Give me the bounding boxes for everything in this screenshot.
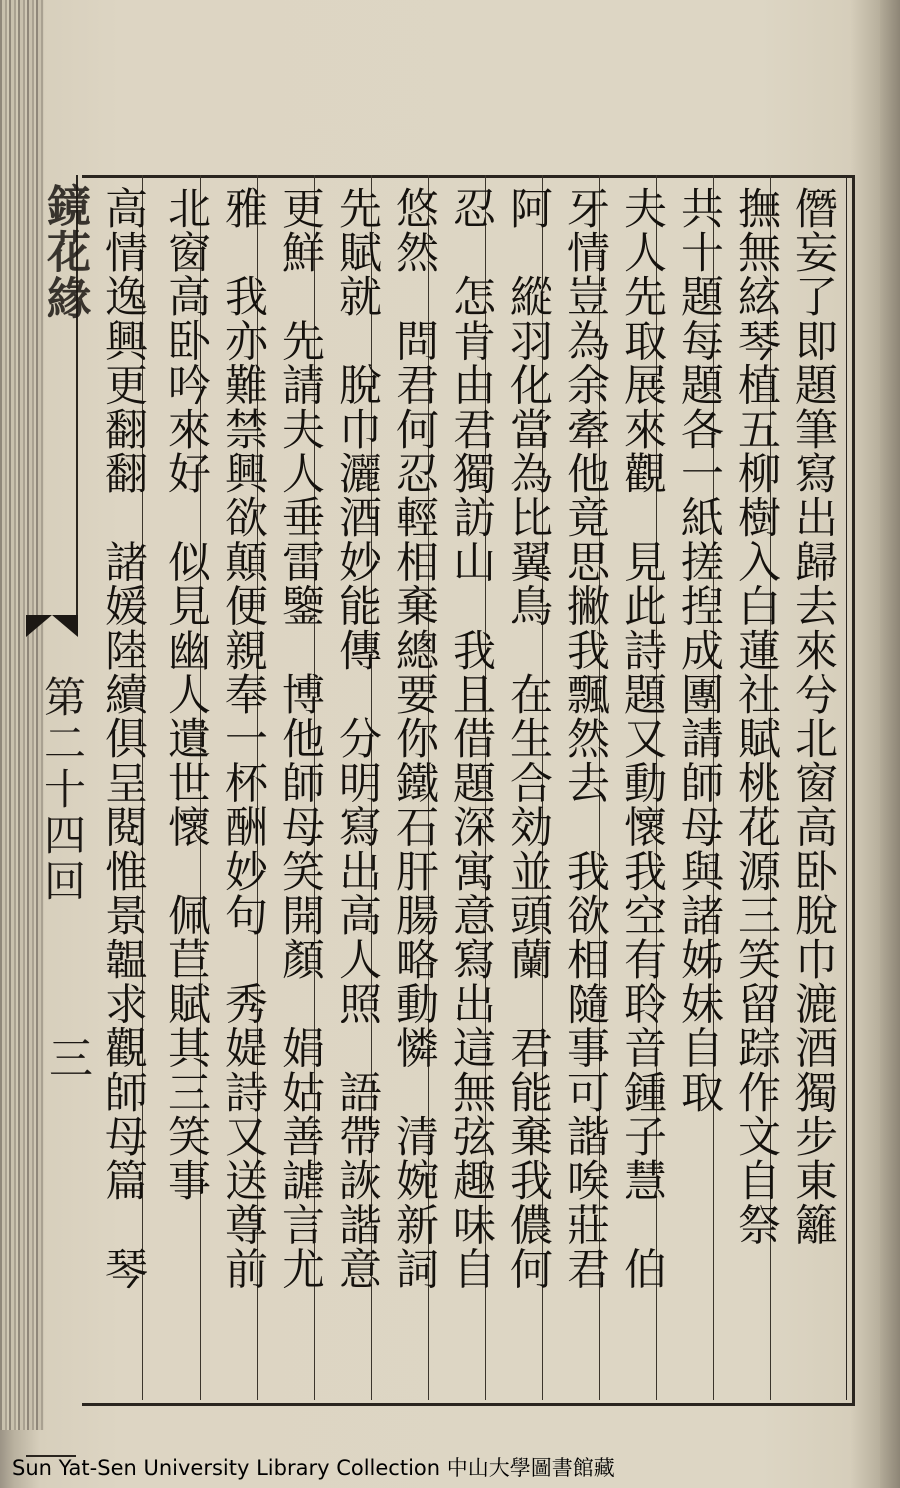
text-column-4: 夫人先取展來觀 見此詩題又動懷我空有聆音鍾子慧 伯 (617, 186, 667, 1291)
binding-gutter (880, 0, 900, 1488)
collection-caption: Sun Yat-Sen University Library Collection 中山大學圖書館藏 (12, 1456, 615, 1480)
text-column-2: 撫無絃琴植五柳樹入白蓮社賦桃花源三笑留踪作文自祭 (731, 186, 781, 1247)
chapter-number: 第二十四回 (38, 675, 87, 905)
text-column-13: 高情逸興更翻翻 諸媛陸續俱呈閱惟景韞求觀師母篇 琴 (98, 186, 148, 1291)
text-column-10: 更鮮 先請夫人垂雷鑒 博他師母笑開顏 娟姑善謔言尤 (275, 186, 325, 1291)
text-column-7: 忍 怎肯由君獨訪山 我且借題深寓意寫出這無弦趣味自 (446, 186, 496, 1291)
block-heart-banner (4, 175, 92, 1400)
fish-tail-mark (26, 615, 78, 637)
text-column-6: 阿 縱羽化當為比翼鳥 在生合効並頭蘭 君能棄我儂何 (503, 186, 553, 1291)
text-column-9: 先賦就 脫巾灑酒妙能傳 分明寫出高人照 語帶詼諧意 (332, 186, 382, 1291)
leaf-number: 三 (41, 1035, 92, 1079)
frame-inner-line (846, 175, 847, 1400)
text-column-12: 北窗高卧吟來好 似見幽人遺世懷 佩苣賦其三笑事 (161, 186, 211, 1203)
book-title: 鏡花緣 (39, 183, 90, 321)
text-column-3: 共十題每題各一紙搓揑成團請師母與諸姊妹自取 (674, 186, 724, 1115)
text-column-1: 僭妄了即題筆寫出歸去來兮北窗高卧脫巾漉酒獨步東籬 (788, 186, 838, 1247)
text-column-8: 悠然 問君何忍輕相棄總要你鐵石肝腸略動憐 清婉新詞 (389, 186, 439, 1291)
text-column-11: 雅 我亦難禁興欲顛便親奉一杯酬妙句 秀媞詩又送尊前 (218, 186, 268, 1291)
text-column-5: 牙情豈為余牽他竟思撇我飄然去 我欲相隨事可諧唉莊君 (560, 186, 610, 1291)
